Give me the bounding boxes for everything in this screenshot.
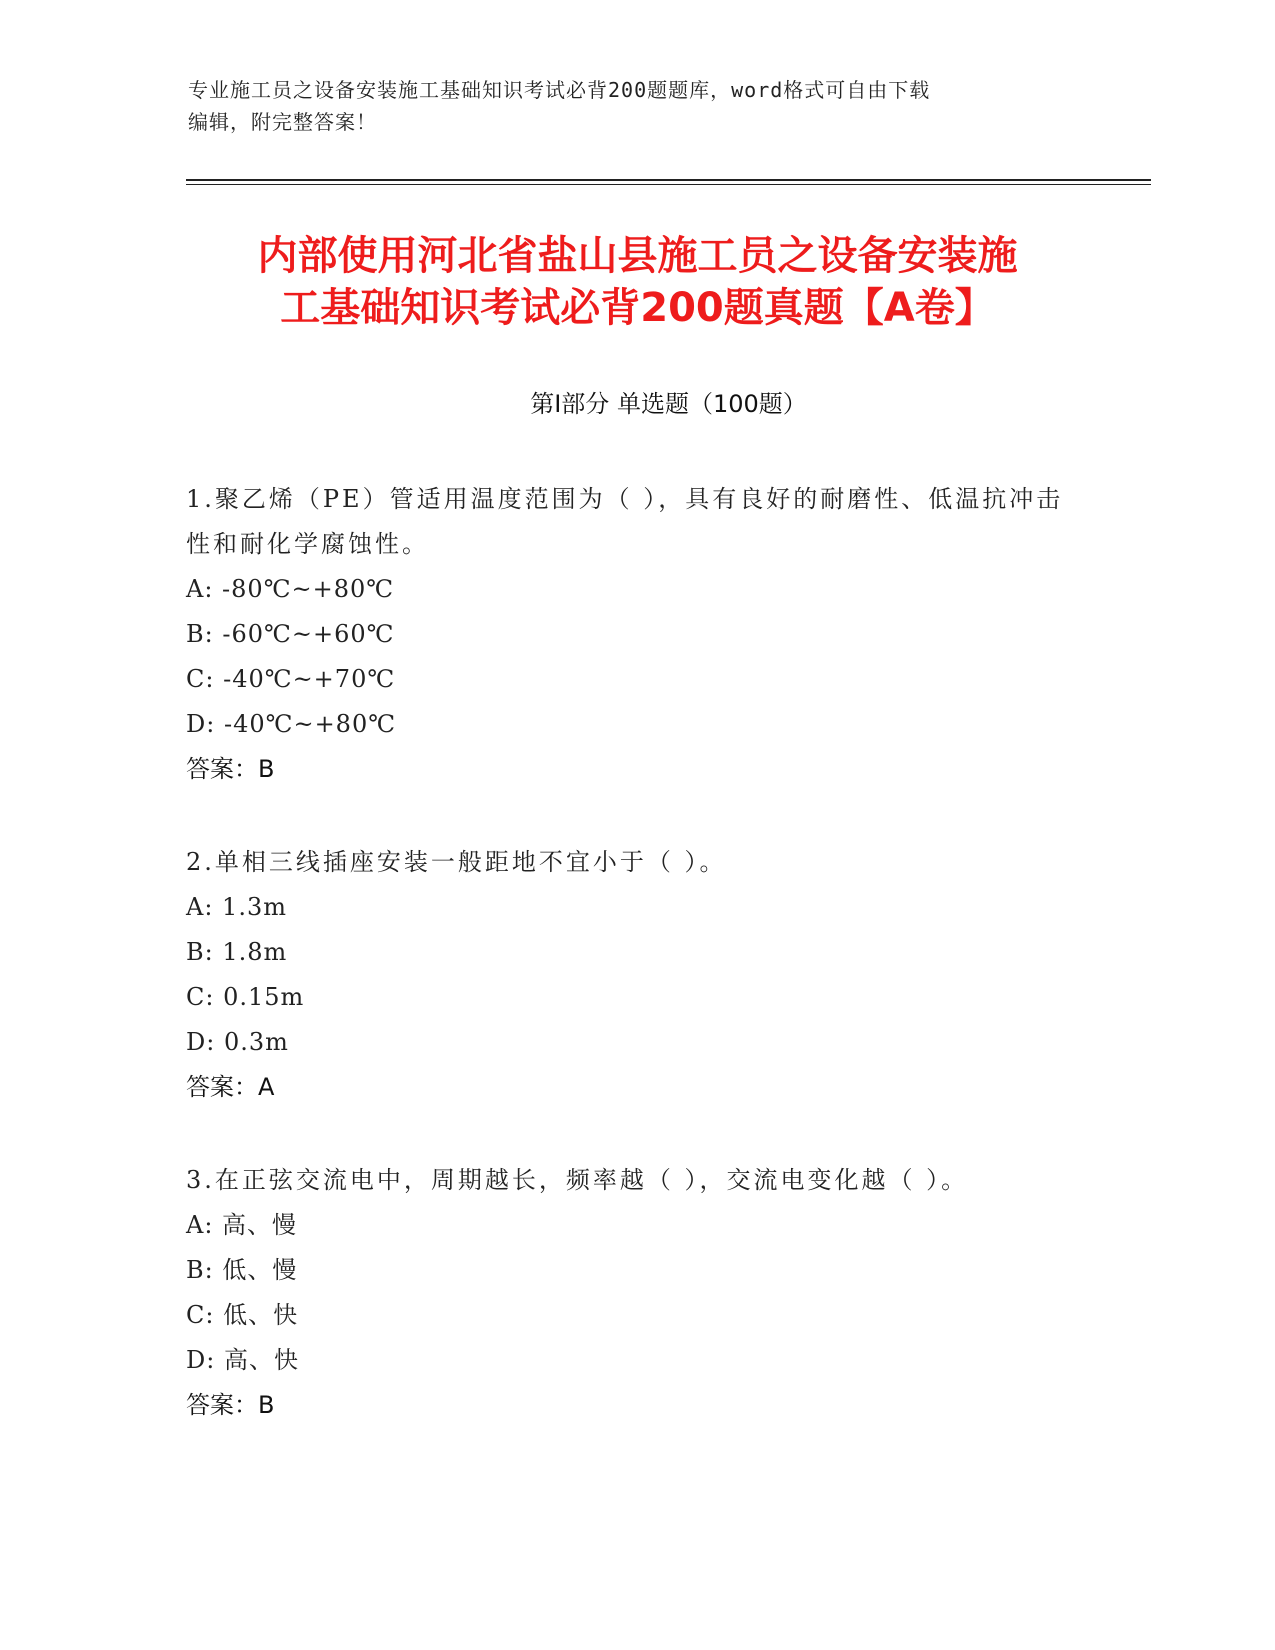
question-stem: 1.聚乙烯（PE）管适用温度范围为（ ），具有良好的耐磨性、低温抗冲击性和耐化学腐蚀性。 (186, 485, 1064, 558)
document-title (130, 230, 1145, 334)
section-heading: 第Ⅰ部分 单选题（100题） (530, 390, 807, 418)
header-note-line-1: 专业施工员之设备安装施工基础知识考试必背200题题库，word格式可自由下载 (188, 78, 931, 102)
question-item (186, 1158, 1086, 1428)
option-d: D: -40℃~+80℃ (186, 710, 397, 738)
option-d: D: 高、快 (186, 1346, 299, 1374)
question-item (186, 840, 1086, 1110)
answer-label: 答案：B (186, 755, 275, 783)
answer-label: 答案：B (186, 1391, 275, 1419)
header-note-line-2: 编辑，附完整答案！ (188, 110, 377, 134)
option-c: C: -40℃~+70℃ (186, 665, 396, 693)
option-a: A: -80℃~+80℃ (186, 575, 395, 603)
question-stem: 2.单相三线插座安装一般距地不宜小于（ ）。 (186, 848, 727, 876)
header-divider-thick (186, 179, 1151, 181)
question-list (186, 477, 1086, 1476)
option-b: B: 1.8m (186, 938, 288, 966)
document-title-line-1: 内部使用河北省盐山县施工员之设备安装施 (257, 233, 1018, 279)
option-b: B: -60℃~+60℃ (186, 620, 395, 648)
answer-label: 答案：A (186, 1073, 275, 1101)
header-divider-thin (186, 184, 1151, 185)
document-title-line-2: 工基础知识考试必背200题真题【A卷】 (280, 285, 995, 331)
question-stem: 3.在正弦交流电中，周期越长，频率越（ ），交流电变化越（ ）。 (186, 1166, 969, 1194)
option-c: C: 低、快 (186, 1301, 299, 1329)
option-a: A: 1.3m (186, 893, 287, 921)
option-a: A: 高、慢 (186, 1211, 298, 1239)
option-b: B: 低、慢 (186, 1256, 298, 1284)
question-item (186, 477, 1086, 792)
option-d: D: 0.3m (186, 1028, 289, 1056)
header-note (188, 74, 1088, 138)
option-c: C: 0.15m (186, 983, 305, 1011)
